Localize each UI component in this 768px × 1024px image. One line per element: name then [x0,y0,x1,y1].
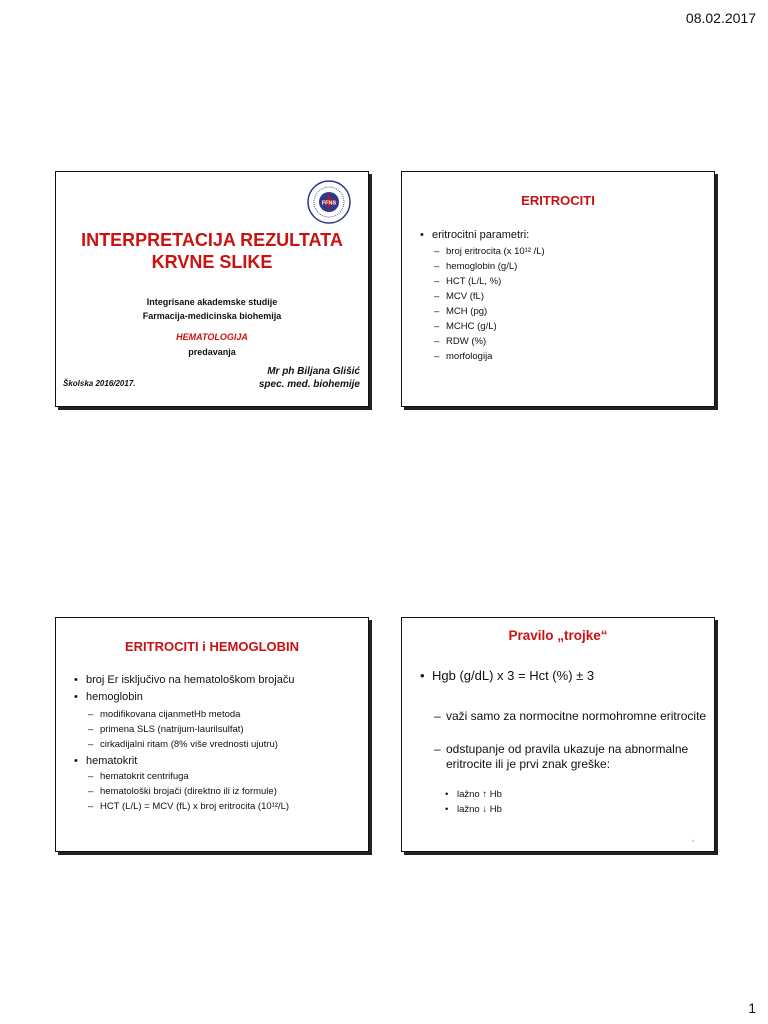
hematokrit-item: – hematološki brojači (direktno ili iz formule) [100,786,277,797]
page-number: 1 [748,1000,756,1016]
slide-pravilo-trojke [401,617,715,852]
slide-eritrociti [401,171,715,407]
faculty-logo-icon [307,180,351,224]
slide1-title: INTERPRETACIJA REZULTATA KRVNE SLIKE [81,230,343,272]
hemoglobin-item: – modifikovana cijanmetHb metoda [100,709,240,720]
slide4-title: Pravilo „trojke“ [508,628,608,643]
lecture-type: predavanja [188,347,236,357]
school-year: Školska 2016/2017. [63,379,136,388]
rule-note: – odstupanje od pravila ukazuje na abnormalne eritrocite ili je prvi znak greške: [446,742,688,772]
hematokrit-item: – hematokrit centrifuga [100,771,189,782]
param-item: – RDW (%) [446,336,486,347]
slide-eritrociti-hemoglobin [55,617,369,852]
param-item: – morfologija [446,351,492,362]
param-item: – HCT (L/L, %) [446,276,501,287]
author: Mr ph Biljana Glišić spec. med. biohemije [258,366,360,390]
subject-name: HEMATOLOGIJA [176,332,248,342]
param-item: – MCH (pg) [446,306,487,317]
hematokrit-item: – HCT (L/L) = MCV (fL) x broj eritrocita (10¹²/L) [100,801,289,812]
program-line2: Farmacija-medicinska biohemija [142,311,282,321]
param-item: – hemoglobin (g/L) [446,261,517,272]
formula: • Hgb (g/dL) x 3 = Hct (%) ± 3 [432,668,594,683]
false-hb-item: • lažno ↓ Hb [457,804,502,815]
rule-note: – važi samo za normocitne normohromne eritrocite [446,709,706,723]
page-date: 08.02.2017 [685,10,756,26]
param-item: – broj eritrocita (x 10¹² /L) [446,246,545,257]
slide2-title: ERITROCITI [521,193,595,208]
slide-footnote: 4 [691,838,694,843]
hemoglobin-item: – primena SLS (natrijum-laurilsulfat) [100,724,244,735]
false-hb-item: • lažno ↑ Hb [457,789,502,800]
slide2-bullet: • eritrocitni parametri: [432,229,529,241]
logo-text: FFNS [321,200,337,207]
slide3-bullet: • hemoglobin [86,691,143,703]
program-line1: Integrisane akademske studije [146,297,278,307]
slide-title [55,171,369,407]
slide3-bullet: • broj Er isključivo na hematološkom brojaču [86,674,294,686]
param-item: – MCV (fL) [446,291,484,302]
slide3-title: ERITROCITI i HEMOGLOBIN [124,639,300,654]
slide3-bullet: • hematokrit [86,755,137,767]
param-item: – MCHC (g/L) [446,321,497,332]
hemoglobin-item: – cirkadijalni ritam (8% više vrednosti ujutru) [100,739,278,750]
